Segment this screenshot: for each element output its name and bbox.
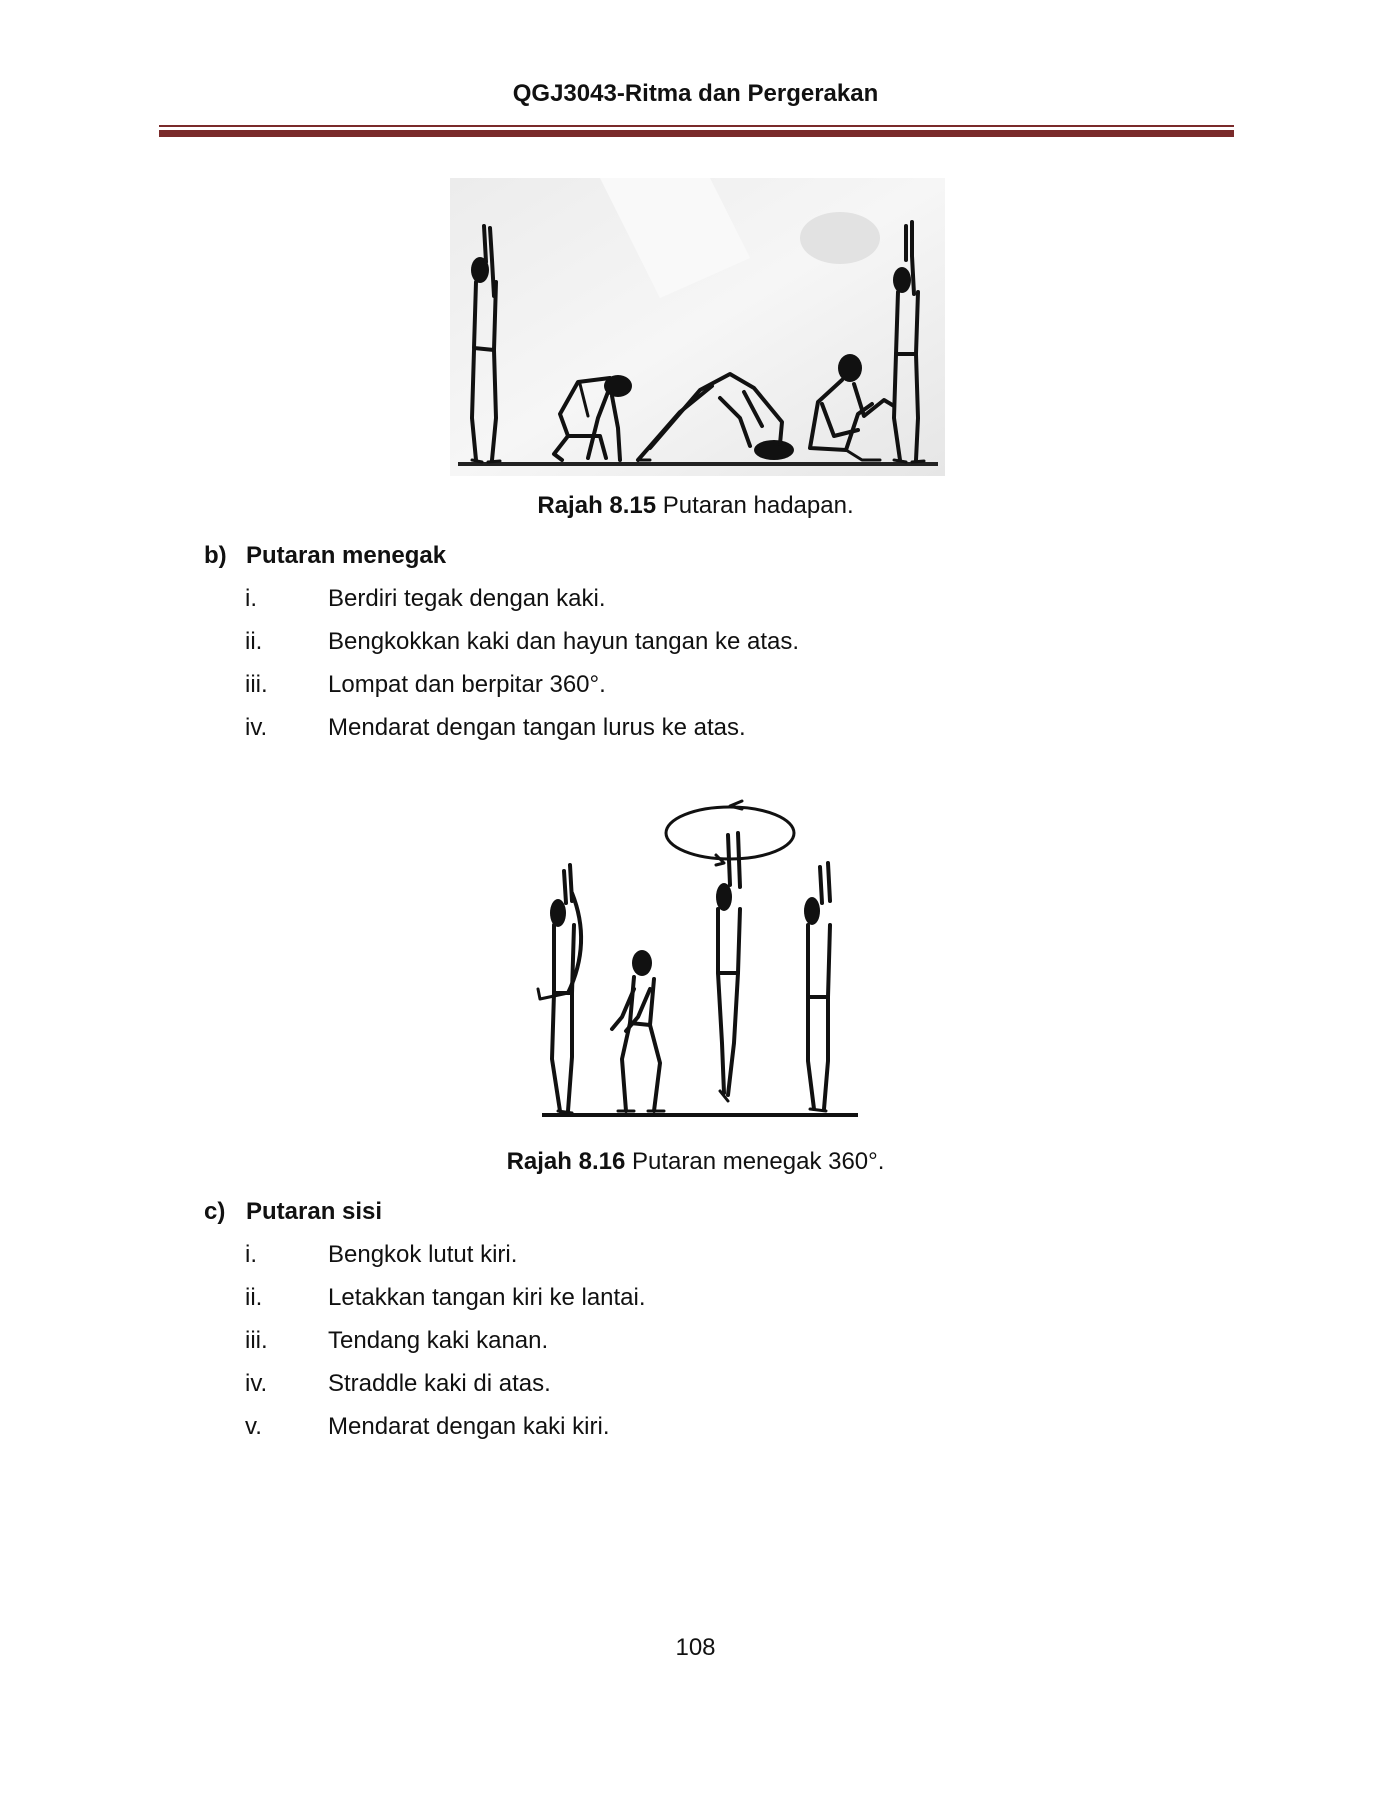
step-text: Mendarat dengan tangan lurus ke atas. [328,714,746,741]
step-text: Tendang kaki kanan. [328,1327,549,1354]
section-title: Putaran menegak [246,542,447,569]
step-text: Straddle kaki di atas. [328,1370,551,1397]
step-number: iii. [245,671,268,698]
step-text: Lompat dan berpitar 360°. [328,671,606,698]
caption-text: Putaran menegak 360°. [631,1148,885,1175]
step-text: Mendarat dengan kaki kiri. [328,1413,610,1440]
list-item [245,714,799,757]
caption-text: Putaran hadapan. [662,492,854,519]
step-text: Berdiri tegak dengan kaki. [328,585,606,612]
section-heading-b [204,542,446,570]
figure-caption-8-15 [0,492,1391,520]
section-heading-c [204,1198,382,1226]
list-item [245,585,799,628]
step-number: i. [245,585,257,612]
list-item [245,1241,646,1284]
steps-list-b [245,585,799,757]
section-title: Putaran sisi [246,1198,383,1225]
step-text: Bengkok lutut kiri. [328,1241,518,1268]
list-item [245,1284,646,1327]
step-number: ii. [245,1284,263,1311]
step-number: iv. [245,1370,268,1397]
page-number: 108 [675,1634,716,1661]
step-text: Letakkan tangan kiri ke lantai. [328,1284,646,1311]
list-item [245,628,799,671]
step-number: v. [245,1413,262,1440]
list-item [245,671,799,714]
step-number: ii. [245,628,263,655]
section-letter: c) [204,1198,226,1225]
caption-label: Rajah 8.15 [537,492,657,519]
list-item [245,1370,646,1413]
figure-caption-8-16 [0,1148,1391,1176]
section-letter: b) [204,542,227,569]
step-number: iv. [245,714,268,741]
header-rule-thin [159,125,1234,127]
forward-roll-illustration [450,178,945,476]
step-number: i. [245,1241,257,1268]
running-header: QGJ3043-Ritma dan Pergerakan [512,80,879,107]
caption-label: Rajah 8.16 [506,1148,626,1175]
list-item [245,1327,646,1370]
header-rule-thick [159,130,1234,137]
steps-list-c [245,1241,646,1456]
step-number: iii. [245,1327,268,1354]
list-item [245,1413,646,1456]
step-text: Bengkokkan kaki dan hayun tangan ke atas. [328,628,799,655]
vertical-turn-illustration [530,793,865,1127]
